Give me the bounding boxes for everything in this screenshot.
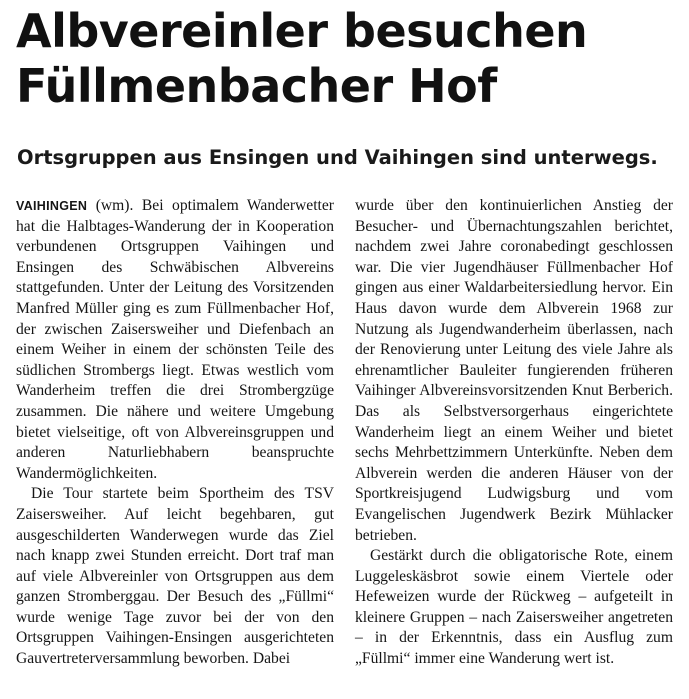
headline-line-1: Albvereinler besuchen xyxy=(16,4,588,58)
dateline: VAIHINGEN xyxy=(16,199,88,213)
article-column-right xyxy=(355,196,673,670)
article-column-left xyxy=(16,196,334,670)
paragraph-2: Die Tour startete beim Sportheim des TSV Zaisersweiher. Auf leicht begehbaren, gut ausgeschilderten Wanderwegen wurde das Ziel nach knapp zwei Stunden erreicht. Dort traf man auf viele Albvereinler von Ortsgruppen aus dem ganzen Stromberggau. Der Besuch des „Füllmi“ wurde wenige Tage zuvor bei der von den Ortsgruppen Vaihingen-Ensingen ausgerichteten Gauvertreterversammlung beworben. Dabei xyxy=(16,485,334,668)
headline xyxy=(16,4,676,114)
paragraph-4: Gestärkt durch die obligatorische Rote, einem Luggeleskäsbrot sowie einem Viertele oder Hefeweizen wurde der Rückweg – aufgeteilt in kleinere Gruppen – nach Zaisersweiher angetreten – in der Erkenntnis, dass ein Ausflug zum „Füllmi“ immer eine Wanderung wert ist. xyxy=(355,547,673,668)
paragraph-3: wurde über den kontinuierlichen Anstieg der Besucher- und Übernachtungszahlen berichtet, nachdem zwei Jahre coronabedingt geschlossen war. Die vier Jugendhäuser Füllmenbacher Hof gingen aus einer Waldarbeitersiedlung hervor. Ein Haus davon wurde dem Albverein 1968 zur Nutzung als Jugendwanderheim überlassen, nach der Renovierung unter Leitung des viele Jahre als ehrenamtlicher Bauleiter fungierenden früheren Vaihinger Albvereinsvorsitzenden Knut Berberich. Das als Selbstversorgerhaus eingerichtete Wanderheim liegt an einem Weiher und bietet sechs Mehrbettzimmern Unterkünfte. Neben dem Albverein werden die anderen Häuser von der Sportkreisjugend Ludwigsburg und vom Evangelischen Jugendwerk Bezirk Mühlacker betrieben. xyxy=(355,197,673,544)
paragraph-1 xyxy=(16,196,334,484)
headline-line-2: Füllmenbacher Hof xyxy=(16,59,497,113)
paragraph-1-text: (wm). Bei optimalem Wanderwetter hat die Halbtages-Wanderung der in Kooperation verbundenen Ortsgruppen Vaihingen und Ensingen des Schwäbischen Albvereins stattgefunden. Unter der Leitung des Vorsitzenden Manfred Müller ging es zum Füllmenbacher Hof, der zwischen Zaisersweiher und Diefenbach an einem Weiher in einem der schönsten Teile des südlichen Strombergs liegt. Etwas westlich vom Wanderheim treffen die drei Strombergzüge zusammen. Die nähere und weitere Umgebung bietet vielseitige, oft von Albvereinsgruppen und anderen Naturliebhabern beanspruchte Wandermöglichkeiten. xyxy=(16,197,334,482)
subheadline: Ortsgruppen aus Ensingen und Vaihingen sind unterwegs. xyxy=(17,146,658,169)
